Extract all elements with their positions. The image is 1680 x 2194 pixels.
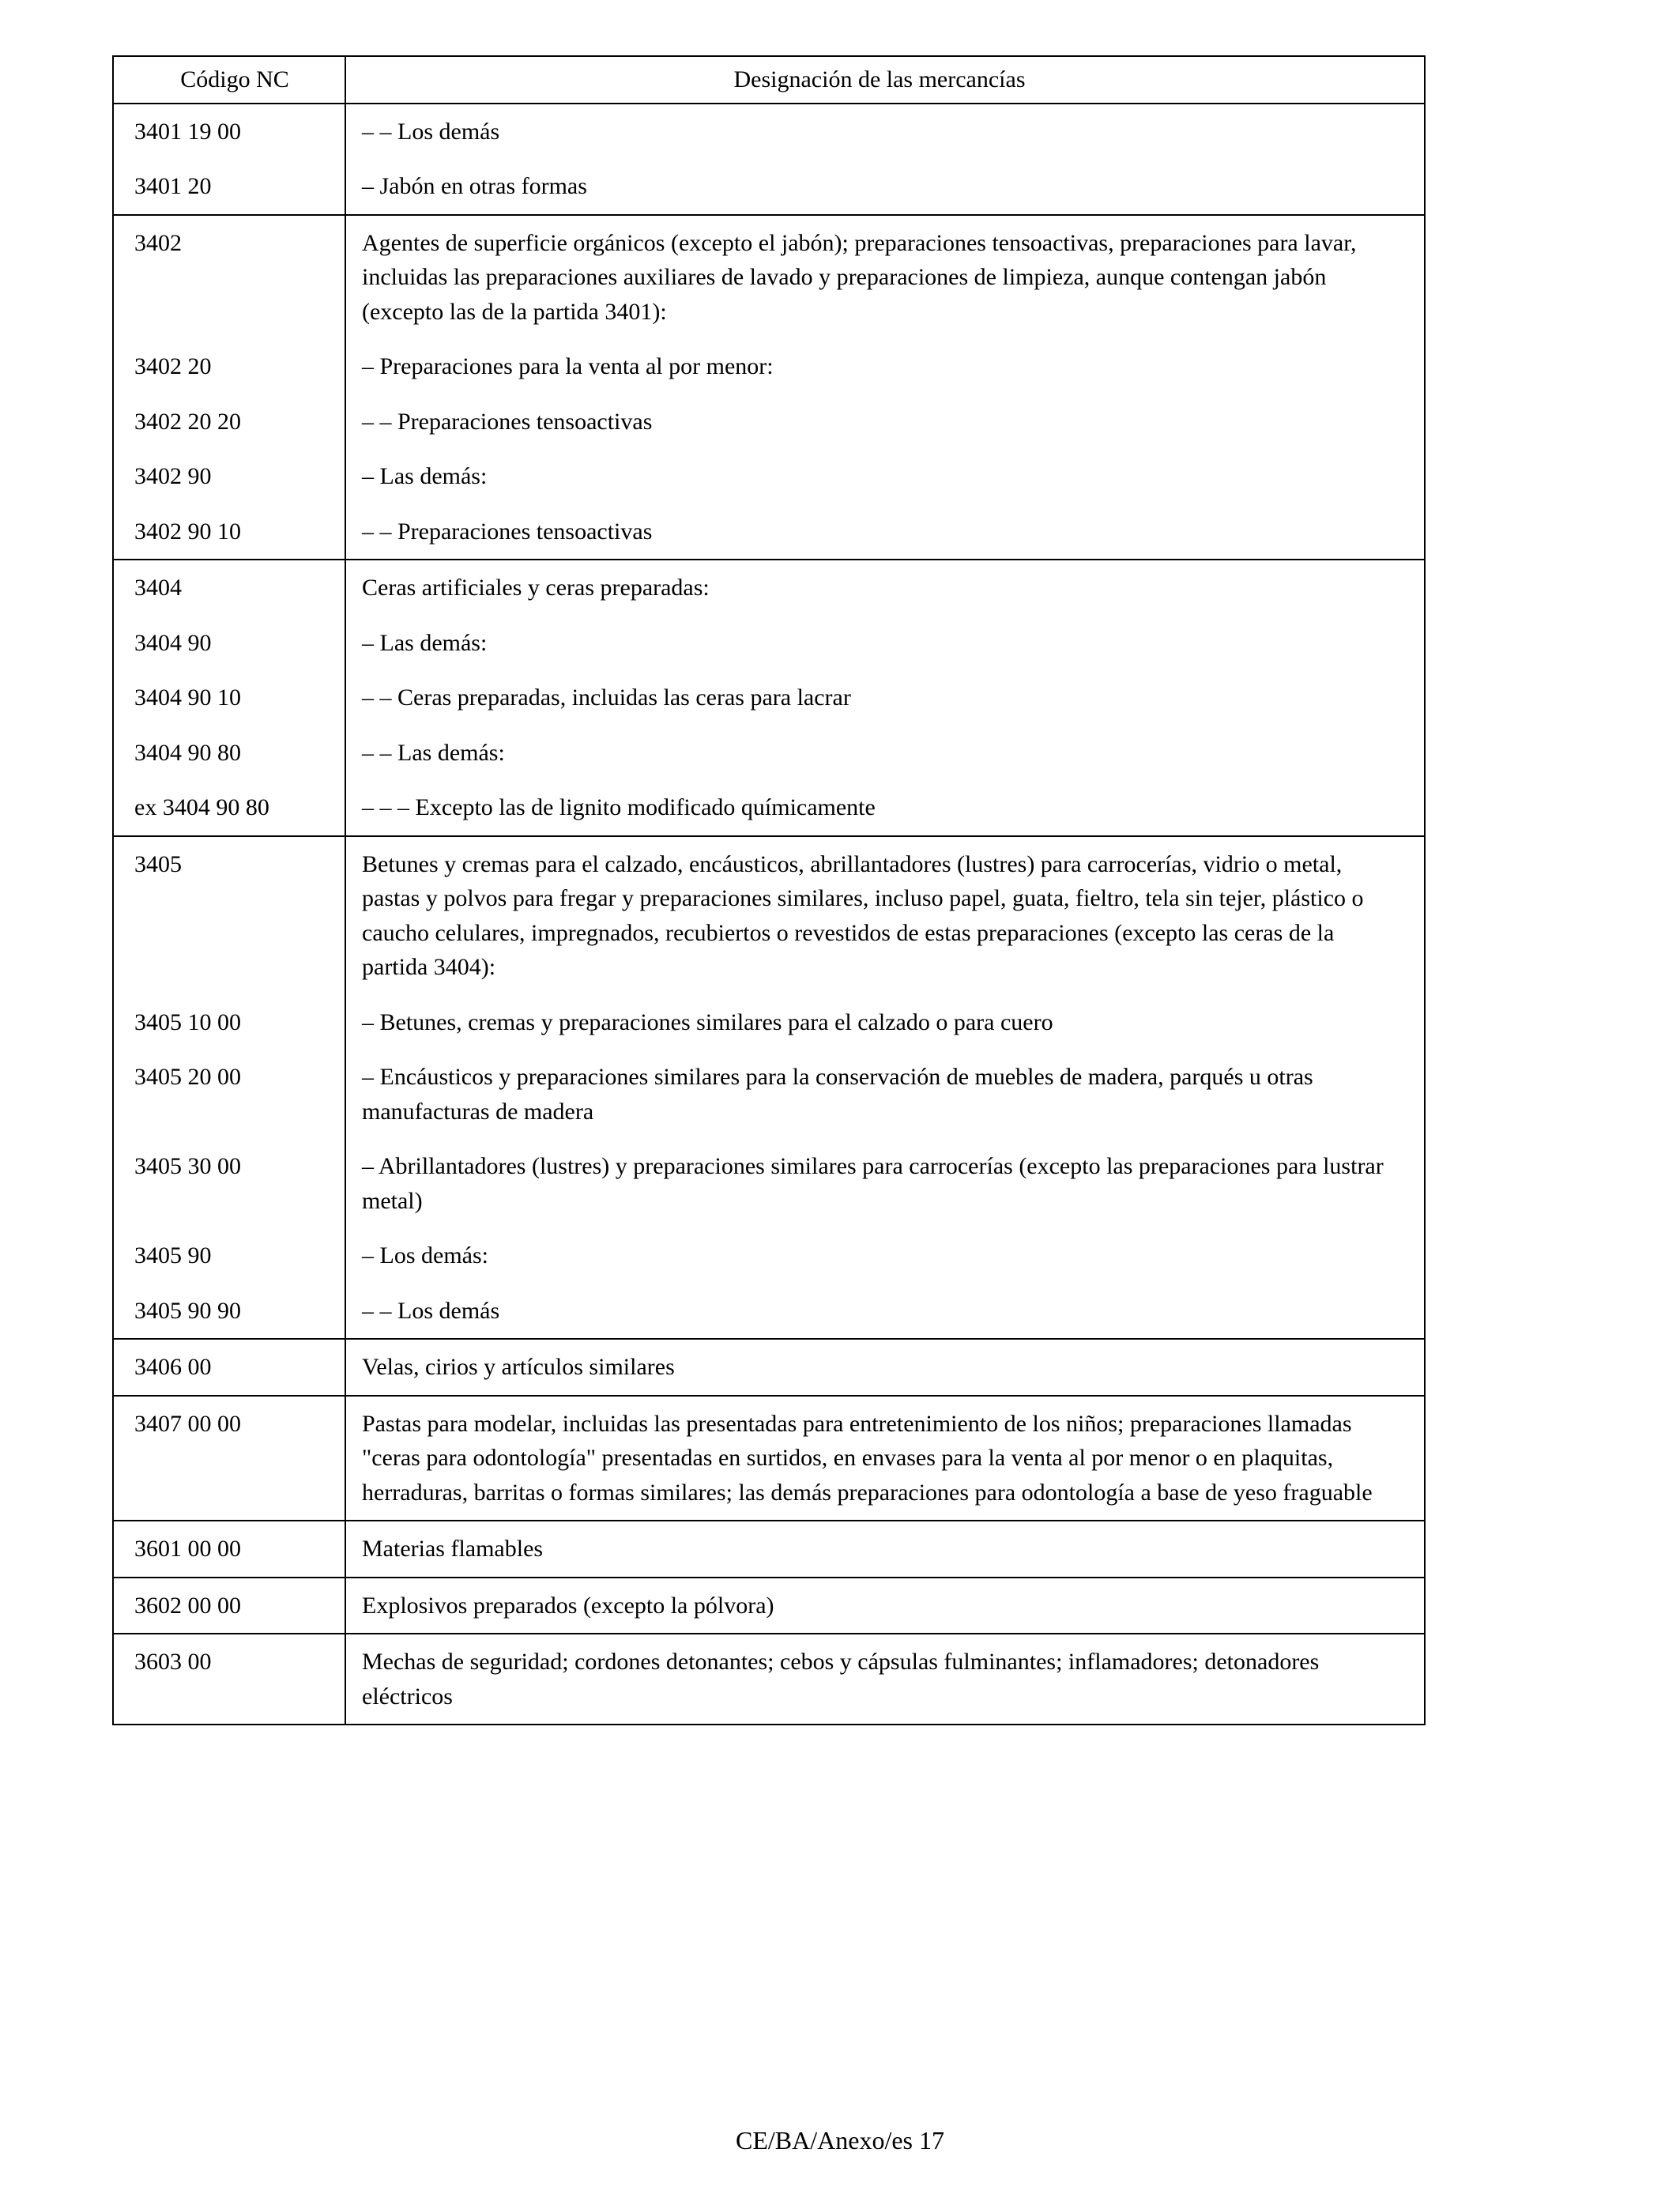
table-group <box>114 1397 1424 1522</box>
header-designacion-mercancias: Designación de las mercancías <box>733 66 1026 92</box>
code-cell: 3402 20 20 <box>114 394 346 450</box>
table-row <box>114 216 1424 340</box>
table-row <box>114 339 1424 394</box>
code-cell: 3602 00 00 <box>114 1578 346 1634</box>
table-row <box>114 504 1424 560</box>
table-row <box>114 670 1424 726</box>
table-row <box>114 394 1424 450</box>
description-cell: Betunes y cremas para el calzado, encáusticos, abrillantadores (lustres) para carrocerías, vidrio o metal, pastas y polvos para fregar y preparaciones similares, incluso papel, guata, fieltro, tela sin tejer, plástico o caucho celulares, impregnados, recubiertos o revestidos de estas preparaciones (excepto las ceras de la partida 3404): <box>362 850 1364 980</box>
table-group <box>114 1521 1424 1578</box>
code-cell: 3405 20 00 <box>114 1050 346 1139</box>
code-cell: 3402 90 10 <box>114 504 346 560</box>
code-cell: ex 3404 90 80 <box>114 780 346 835</box>
table-body <box>114 104 1424 1725</box>
description-cell: – – Ceras preparadas, incluidas las ceras para lacrar <box>362 684 851 711</box>
description-cell: Ceras artificiales y ceras preparadas: <box>362 575 710 601</box>
description-cell: – – – Excepto las de lignito modificado químicamente <box>362 794 876 820</box>
description-cell: Pastas para modelar, incluidas las presentadas para entretenimiento de los niños; preparaciones llamadas "ceras para odontología" presentadas en surtidos, en envases para la venta al por menor o en plaquitas, herraduras, barritas o formas similares; las demás preparaciones para odontología a base de yeso fraguable <box>362 1410 1373 1506</box>
page-footer: CE/BA/Anexo/es 17 <box>736 2126 944 2154</box>
code-cell: 3401 19 00 <box>114 104 346 160</box>
code-cell: 3405 10 00 <box>114 995 346 1050</box>
code-cell: 3402 90 <box>114 449 346 504</box>
table-row <box>114 1634 1424 1724</box>
table-group <box>114 1578 1424 1635</box>
table-group <box>114 1340 1424 1397</box>
table-row <box>114 780 1424 835</box>
code-cell: 3404 90 10 <box>114 670 346 726</box>
description-cell: – Las demás: <box>362 629 488 656</box>
code-cell: 3401 20 <box>114 159 346 214</box>
code-cell: 3405 <box>114 837 346 995</box>
description-cell: – – Las demás: <box>362 739 505 766</box>
table-group <box>114 837 1424 1340</box>
table-row <box>114 1340 1424 1395</box>
table-row <box>114 1578 1424 1634</box>
table-group <box>114 216 1424 561</box>
table-group <box>114 104 1424 216</box>
description-cell: Materias flamables <box>362 1536 544 1562</box>
description-cell: – Preparaciones para la venta al por menor: <box>362 353 774 379</box>
header-codigo-nc: Código NC <box>114 57 346 103</box>
code-cell: 3402 <box>114 216 346 340</box>
code-cell: 3405 90 90 <box>114 1284 346 1339</box>
code-cell: 3404 90 80 <box>114 726 346 781</box>
table-row <box>114 1284 1424 1339</box>
code-cell: 3405 90 <box>114 1228 346 1284</box>
table-row <box>114 995 1424 1050</box>
description-cell: – Las demás: <box>362 463 488 489</box>
table-row <box>114 104 1424 160</box>
table-group <box>114 560 1424 837</box>
description-cell: – Betunes, cremas y preparaciones similares para el calzado o para cuero <box>362 1008 1053 1035</box>
code-cell: 3601 00 00 <box>114 1521 346 1577</box>
table-row <box>114 1521 1424 1577</box>
description-cell: Agentes de superficie orgánicos (excepto el jabón); preparaciones tensoactivas, preparaciones para lavar, incluidas las preparaciones auxiliares de lavado y preparaciones de limpieza, aunque contengan jabón (excepto las de la partida 3401): <box>362 229 1357 325</box>
description-cell: – – Los demás <box>362 118 500 145</box>
table-row <box>114 449 1424 504</box>
table-header-row <box>114 57 1424 104</box>
code-cell: 3407 00 00 <box>114 1397 346 1521</box>
description-cell: – – Los demás <box>362 1297 500 1324</box>
table-row <box>114 1228 1424 1284</box>
description-cell: – Jabón en otras formas <box>362 173 587 199</box>
description-cell: – Encáusticos y preparaciones similares para la conservación de muebles de madera, parqués u otras manufacturas de madera <box>362 1064 1313 1125</box>
table-row <box>114 560 1424 616</box>
table-row <box>114 1397 1424 1521</box>
description-cell: – – Preparaciones tensoactivas <box>362 408 653 435</box>
table-row <box>114 159 1424 214</box>
code-cell: 3402 20 <box>114 339 346 394</box>
description-cell: Velas, cirios y artículos similares <box>362 1354 675 1380</box>
code-cell: 3405 30 00 <box>114 1139 346 1228</box>
table-row <box>114 837 1424 995</box>
code-cell: 3406 00 <box>114 1340 346 1395</box>
description-cell: – – Preparaciones tensoactivas <box>362 518 653 545</box>
code-cell: 3404 <box>114 560 346 616</box>
tariff-table <box>112 55 1426 1725</box>
table-row <box>114 616 1424 671</box>
table-row <box>114 726 1424 781</box>
table-group <box>114 1634 1424 1724</box>
description-cell: Explosivos preparados (excepto la pólvora) <box>362 1592 774 1619</box>
table-row <box>114 1050 1424 1139</box>
code-cell: 3603 00 <box>114 1634 346 1724</box>
description-cell: – Abrillantadores (lustres) y preparaciones similares para carrocerías (excepto las preparaciones para lustrar metal) <box>362 1153 1384 1214</box>
table-row <box>114 1139 1424 1228</box>
code-cell: 3404 90 <box>114 616 346 671</box>
description-cell: Mechas de seguridad; cordones detonantes; cebos y cápsulas fulminantes; inflamadores; detonadores eléctricos <box>362 1649 1320 1710</box>
description-cell: – Los demás: <box>362 1242 488 1269</box>
